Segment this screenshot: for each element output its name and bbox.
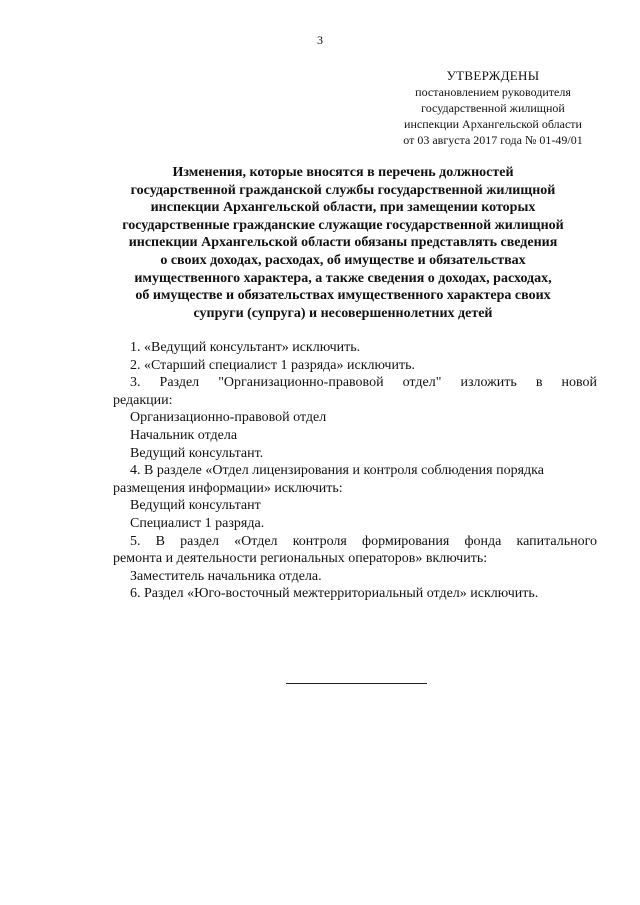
list-item-6: 6. Раздел «Юго-восточный межтерриториальный отдел» исключить. (130, 586, 539, 602)
list-item-5: 5. В раздел «Отдел контроля формирования фонда капитального (130, 533, 597, 549)
title-line: имущественного характера, а также сведения о доходах, расходах, (134, 270, 552, 286)
list-item-3-sub-2: Начальник отдела (130, 427, 238, 443)
list-item-5-sub-1: Заместитель начальника отдела. (130, 568, 322, 584)
approval-heading: УТВЕРЖДЕНЫ (446, 68, 540, 83)
title-line: государственные гражданские служащие государственной жилищной (122, 217, 564, 233)
approval-line-3: инспекции Архангельской области (404, 117, 582, 131)
title-line: Изменения, которые вносятся в перечень должностей (172, 165, 514, 180)
title-line: об имуществе и обязательствах имущественного характера своих (135, 288, 551, 304)
list-item-1: 1. «Ведущий консультант» исключить. (130, 340, 361, 355)
list-item-3-continuation: редакции: (113, 392, 173, 408)
approval-stamp (388, 68, 598, 148)
title-line: инспекции Архангельской области, при замещении которых (150, 200, 536, 216)
title-line: государственной гражданской службы государственной жилищной (130, 182, 556, 198)
list-item-4-continuation: размещения информации» исключить: (113, 480, 343, 496)
title-line: о своих доходах, расходах, об имуществе и обязательствах (160, 252, 526, 268)
closing-rule (286, 683, 427, 684)
list-item-3: 3. Раздел "Организационно-правовой отдел" изложить в новой (130, 375, 597, 391)
approval-line-1: постановлением руководителя (415, 85, 571, 99)
list-item-2: 2. «Старший специалист 1 разряда» исключить. (130, 357, 415, 373)
list-item-3-sub-3: Ведущий консультант. (130, 445, 264, 461)
list-item-4-sub-1: Ведущий консультант (130, 498, 261, 514)
title-line: инспекции Архангельской области обязаны представлять сведения (128, 235, 558, 251)
title-line: супруги (супруга) и несовершеннолетних детей (193, 305, 493, 321)
document-title (98, 164, 588, 322)
approval-line-2: государственной жилищной (421, 101, 565, 115)
list-item-4-sub-2: Специалист 1 разряда. (130, 515, 265, 531)
list-item-4: 4. В разделе «Отдел лицензирования и контроля соблюдения порядка (130, 463, 544, 479)
document-body (113, 339, 597, 603)
list-item-5-continuation: ремонта и деятельности региональных операторов» включить: (113, 551, 488, 567)
approval-line-4: от 03 августа 2017 года № 01-49/01 (403, 133, 583, 147)
list-item-3-sub-1: Организационно-правовой отдел (130, 410, 327, 426)
page-number: 3 (317, 33, 323, 47)
